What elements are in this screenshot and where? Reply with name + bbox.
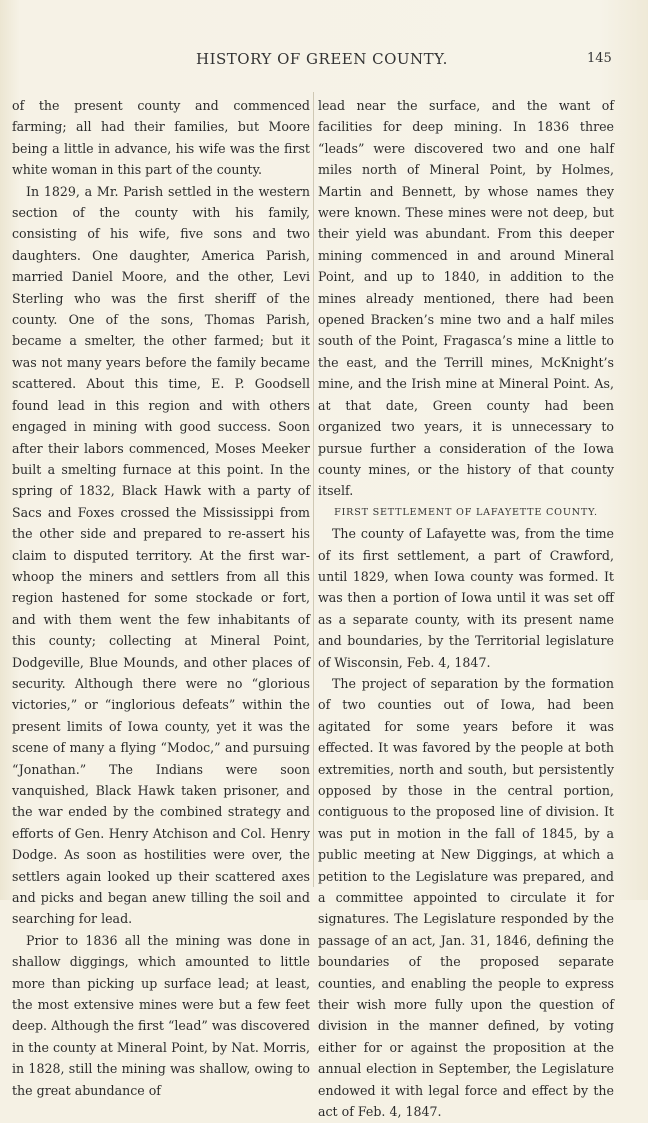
right-column [318,95,614,1123]
paragraph: Prior to 1836 all the mining was done in shallow diggings, which amounted to little more than picking up surface lead; at least, the most extensive mines were but a few feet deep. Although the first “lead” was discovered in the county at Mineral Point, by Nat. Morris, in 1828, still the mining was shallow, owing to the great abundance of [12,932,310,1098]
paragraph: of the present county and commenced farming; all had their families, but Moore being a little in advance, his wife was the first white woman in this part of the county. [12,98,310,178]
paragraph: In 1829, a Mr. Parish settled in the western section of the county with his family, consisting of his wife, five sons and two daughters. One daughter, America Parish, married Daniel Moore, and the other, Levi Sterling who was the first sheriff of the county. One of the sons, Thomas Parish, became a smelter, the other farmed; but it was not many years before the family became scattered. About this time, E. P. Goodsell found lead in this region and with others engaged in mining with good success. Soon after their labors commenced, Moses Meeker built a smelting furnace at this point. In the spring of 1832, Black Hawk with a party of Sacs and Foxes crossed the Mississippi from the other side and prepared to re-assert his claim to disputed territory. At the first war-whoop the miners and settlers from all this region hastened for some stockade or fort, and with them went the few inhabitants of this county; collecting at Mineral Point, Dodgeville, Blue Mounds, and other places of security. Although there were no “glorious victories,” or “inglorious defeats” within the present limits of Iowa county, yet it was the scene of many a flying “Modoc,” and pursuing “Jonathan.” The Indians were soon vanquished, Black Hawk taken prisoner, and the war ended by the combined strategy and efforts of Gen. Henry Atchison and Col. Henry Dodge. As soon as hostilities were over, the settlers again looked up their scattered axes and picks and began anew tilling the soil and searching for lead. [12,183,310,927]
paragraph: lead near the surface, and the want of facilities for deep mining. In 1836 three “leads” were discovered two and one half miles north of Mineral Point, by Holmes, Martin and Bennett, by whose names they were known. These mines were not deep, but their yield was abundant. From this deeper mining commenced in and around Mineral Point, and up to 1840, in addition to the mines already mentioned, there had been opened Bracken’s mine two and a half miles south of the Point, Fragasca’s mine a little to the east, and the Terrill mines, McKnight’s mine, and the Irish mine at Mineral Point. As, at that date, Green county had been organized two years, it is unnecessary to pursue further a consideration of the Iowa county mines, or the history of that county itself. [318,98,614,499]
left-column [12,95,310,1101]
section-heading: FIRST SETTLEMENT OF LAFAYETTE COUNTY. [334,506,598,518]
paragraph: The county of Lafayette was, from the time of its first settlement, a part of Crawford, until 1829, when Iowa county was formed. It was then a portion of Iowa until it was set off as a separate county, with its present name and boundaries, by the Territorial legislature of Wisconsin, Feb. 4, 1847. [318,526,614,670]
paragraph: The project of separation by the formation of two counties out of Iowa, had been agitated for some years before it was effected. It was favored by the people at both extremities, north and south, but persistently opposed by those in the central portion, contiguous to the proposed line of division. It was put in motion in the fall of 1845, by a public meeting at New Diggings, at which a petition to the Legislature was prepared, and a committee appointed to circulate it for signatures. The Legislature responded by the passage of an act, Jan. 31, 1846, defining the boundaries of the proposed separate counties, and enabling the people to express their wish more fully upon the question of division in the manner defined, by voting either for or against the proposition at the annual election in September, the Legislature endowed it with legal force and effect by the act of Feb. 4, 1847. [318,675,614,1120]
column-divider [313,92,314,887]
page-number: 145 [587,51,612,66]
page-title: HISTORY OF GREEN COUNTY. [196,50,448,68]
running-head [0,50,648,72]
